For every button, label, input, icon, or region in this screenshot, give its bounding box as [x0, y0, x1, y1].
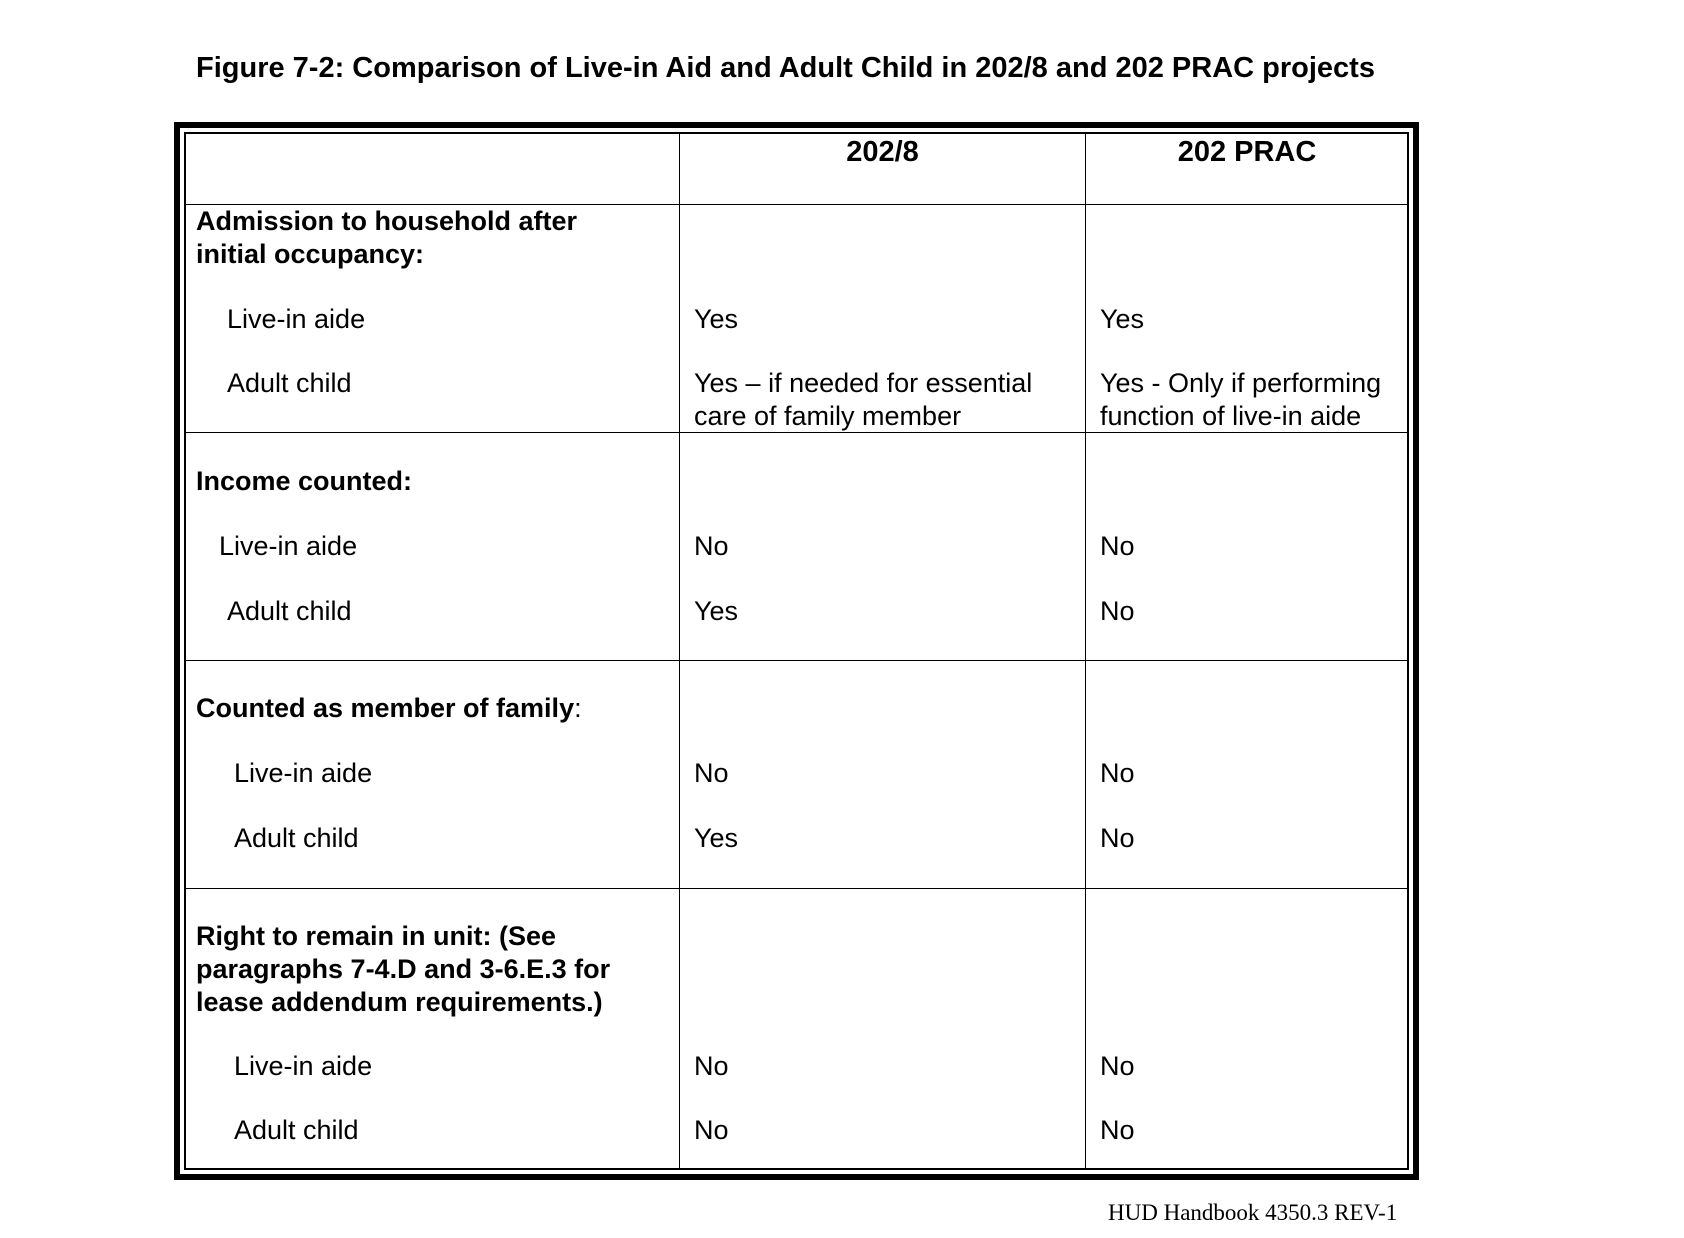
cell-202-prac-line1: Yes - Only if performing: [1100, 368, 1382, 398]
cell-202-8: Yes: [694, 304, 739, 334]
cell-202-prac: No: [1100, 596, 1135, 626]
cell-202-8: No: [694, 758, 729, 788]
section-divider-2: [184, 660, 1409, 661]
section-heading-family-colon: :: [574, 693, 582, 723]
column-divider-2: [1085, 132, 1086, 1170]
row-label-adult-child: Adult child: [227, 596, 352, 626]
cell-202-prac: No: [1100, 531, 1135, 561]
section-heading-family-text: Counted as member of family: [196, 693, 575, 723]
cell-202-8-line1: Yes – if needed for essential: [694, 368, 1033, 398]
column-header-202-prac: 202 PRAC: [1177, 136, 1317, 168]
cell-202-prac-line2: function of live-in aide: [1100, 401, 1362, 431]
section-heading-admission-line1: Admission to household after: [196, 206, 578, 236]
section-heading-admission-line2: initial occupancy:: [196, 239, 425, 269]
cell-202-8: No: [694, 1115, 729, 1145]
cell-202-prac: No: [1100, 1051, 1135, 1081]
row-label-live-in-aide: Live-in aide: [234, 1051, 373, 1081]
cell-202-prac: No: [1100, 1115, 1135, 1145]
column-header-202-8: 202/8: [846, 136, 919, 168]
row-label-live-in-aide: Live-in aide: [234, 758, 373, 788]
section-heading-income: Income counted:: [196, 466, 413, 496]
section-divider-1: [184, 432, 1409, 433]
row-label-adult-child: Adult child: [234, 1115, 359, 1145]
cell-202-8: No: [694, 1051, 729, 1081]
cell-202-8: Yes: [694, 596, 739, 626]
figure-title: Figure 7-2: Comparison of Live-in Aid and Adult Child in 202/8 and 202 PRAC projects: [196, 52, 1375, 84]
column-divider-1: [679, 132, 680, 1170]
cell-202-prac: No: [1100, 758, 1135, 788]
section-heading-remain-line2: paragraphs 7-4.D and 3-6.E.3 for: [196, 954, 611, 984]
cell-202-8-line2: care of family member: [694, 401, 962, 431]
cell-202-prac: No: [1100, 823, 1135, 853]
row-label-live-in-aide: Live-in aide: [227, 304, 366, 334]
section-heading-remain-line1: Right to remain in unit: (See: [196, 921, 557, 951]
section-heading-family: [196, 692, 582, 724]
row-label-live-in-aide: Live-in aide: [219, 531, 358, 561]
row-label-adult-child: Adult child: [234, 823, 359, 853]
cell-202-prac: Yes: [1100, 304, 1145, 334]
cell-202-8: Yes: [694, 823, 739, 853]
section-divider-3: [184, 888, 1409, 889]
cell-202-8: No: [694, 531, 729, 561]
row-label-adult-child: Adult child: [227, 368, 352, 398]
section-heading-remain-line3: lease addendum requirements.): [196, 987, 603, 1017]
page-footer: HUD Handbook 4350.3 REV-1: [1108, 1200, 1398, 1225]
